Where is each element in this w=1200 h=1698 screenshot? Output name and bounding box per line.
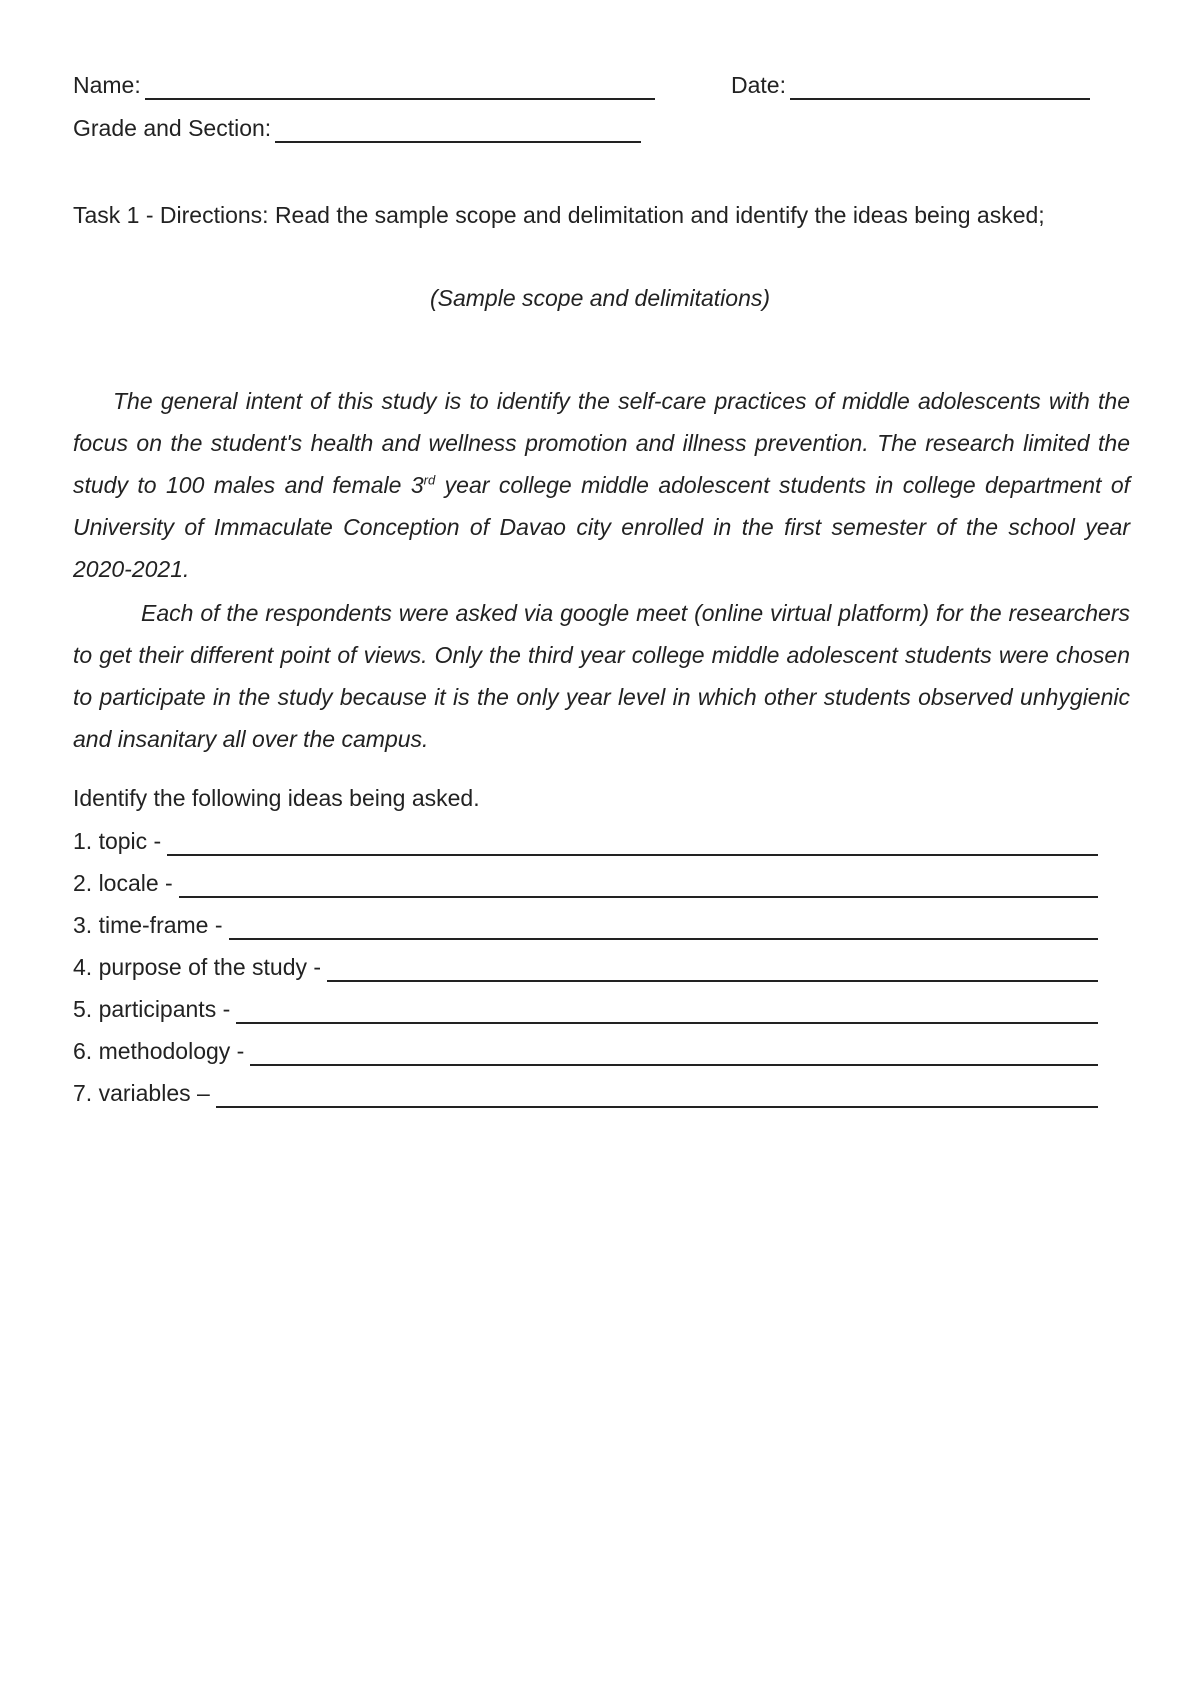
question-row: [73, 868, 1098, 898]
ordinal-suffix: rd: [423, 472, 436, 488]
question-row: [73, 994, 1098, 1024]
name-row: [73, 70, 655, 100]
question-label: 3. time-frame -: [73, 912, 223, 938]
grade-label: Grade and Section:: [73, 115, 272, 141]
paragraph-1: [73, 380, 1130, 590]
question-row: [73, 910, 1098, 940]
date-label: Date:: [731, 72, 786, 98]
question-row: [73, 826, 1098, 856]
name-label: Name:: [73, 72, 141, 98]
question-row: [73, 1078, 1098, 1108]
date-row: [731, 70, 1090, 100]
answer-blank[interactable]: [236, 998, 1098, 1024]
date-blank[interactable]: [790, 74, 1090, 100]
answer-blank[interactable]: [327, 956, 1098, 982]
grade-row: [73, 113, 641, 143]
question-row: [73, 952, 1098, 982]
questions-intro: Identify the following ideas being asked.: [73, 785, 480, 811]
sample-title: (Sample scope and delimitations): [429, 285, 771, 311]
answer-blank[interactable]: [229, 914, 1098, 940]
answer-blank[interactable]: [216, 1082, 1098, 1108]
question-label: 6. methodology -: [73, 1038, 245, 1064]
question-label: 5. participants -: [73, 996, 231, 1022]
paragraph-1-text-a: The general intent of this study is to identify the self-care practices of middle adolescents with the focus on the student's health and wellness promotion and illness prevention. The research limited the study to 100 males and female 3: [73, 388, 1130, 498]
paragraph-2: Each of the respondents were asked via google meet (online virtual platform) for the researchers to get their different point of views. Only the third year college middle adolescent students were chosen to participate in the study because it is the only year level in which other students observed unhygienic and insanitary all over the campus.: [73, 600, 1130, 752]
question-label: 1. topic -: [73, 828, 162, 854]
name-blank[interactable]: [145, 74, 655, 100]
paragraph-1-text-b: year college middle adolescent students in college department of University of Immaculate Conception of Davao city enrolled in the first semester of the school year 2020-2021.: [73, 472, 1131, 582]
question-label: 4. purpose of the study -: [73, 954, 322, 980]
question-label: 7. variables –: [73, 1080, 210, 1106]
question-row: [73, 1036, 1098, 1066]
answer-blank[interactable]: [250, 1040, 1098, 1066]
question-label: 2. locale -: [73, 870, 173, 896]
grade-blank[interactable]: [275, 117, 641, 143]
task-directions: Task 1 - Directions: Read the sample scope and delimitation and identify the ideas being asked;: [73, 202, 1045, 228]
answer-blank[interactable]: [167, 830, 1098, 856]
answer-blank[interactable]: [179, 872, 1098, 898]
